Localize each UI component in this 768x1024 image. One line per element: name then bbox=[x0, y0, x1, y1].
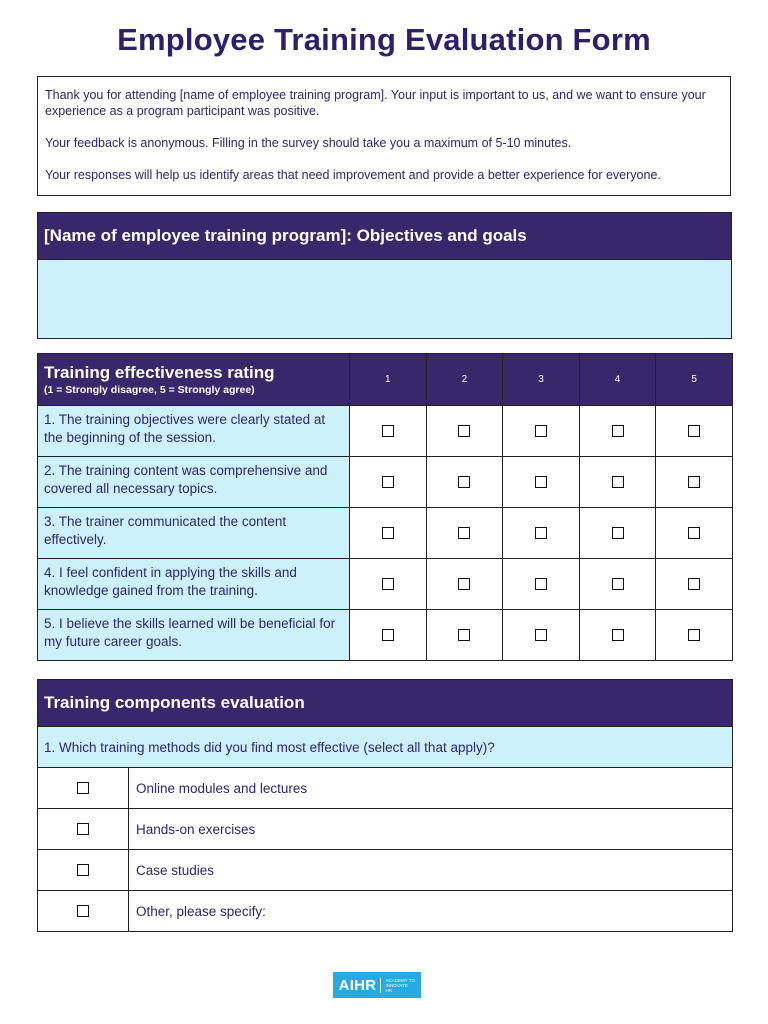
option-label: Online modules and lectures bbox=[129, 768, 733, 809]
scale-5: 5 bbox=[656, 354, 733, 406]
components-header-row bbox=[38, 680, 733, 727]
page-title: Employee Training Evaluation Form bbox=[117, 22, 651, 57]
rating-checkbox-q1-5[interactable] bbox=[688, 425, 700, 437]
list-item bbox=[38, 850, 733, 891]
rating-checkbox-q5-5[interactable] bbox=[688, 629, 700, 641]
scale-1: 1 bbox=[350, 354, 427, 406]
rating-checkbox-q3-5[interactable] bbox=[688, 527, 700, 539]
option-checkbox-online[interactable] bbox=[77, 782, 89, 794]
list-item bbox=[38, 891, 733, 932]
intro-paragraph: Your feedback is anonymous. Filling in the survey should take you a maximum of 5-10 minutes. bbox=[45, 136, 572, 150]
rating-header-row bbox=[38, 354, 733, 406]
intro-paragraph: Thank you for attending [name of employee training program]. Your input is important to us, and we want to ensure your experience as a program participant was positive. bbox=[45, 88, 706, 118]
table-row bbox=[38, 457, 733, 508]
rating-checkbox-q5-3[interactable] bbox=[535, 629, 547, 641]
rating-checkbox-q4-1[interactable] bbox=[382, 578, 394, 590]
table-row bbox=[38, 559, 733, 610]
rating-checkbox-q3-4[interactable] bbox=[612, 527, 624, 539]
aihr-logo bbox=[333, 972, 421, 998]
rating-checkbox-q3-3[interactable] bbox=[535, 527, 547, 539]
rating-checkbox-q2-2[interactable] bbox=[458, 476, 470, 488]
objectives-heading: [Name of employee training program]: Objectives and goals bbox=[38, 213, 731, 260]
scale-3: 3 bbox=[503, 354, 580, 406]
scale-2: 2 bbox=[426, 354, 503, 406]
table-row bbox=[38, 406, 733, 457]
rating-question: 3. The trainer communicated the content effectively. bbox=[38, 508, 350, 559]
rating-checkbox-q1-3[interactable] bbox=[535, 425, 547, 437]
option-label: Case studies bbox=[129, 850, 733, 891]
components-question: 1. Which training methods did you find most effective (select all that apply)? bbox=[38, 727, 733, 768]
rating-checkbox-q5-1[interactable] bbox=[382, 629, 394, 641]
logo-tagline: ACADEMY TO INNOVATE HR bbox=[385, 977, 415, 993]
rating-checkbox-q1-1[interactable] bbox=[382, 425, 394, 437]
rating-checkbox-q5-4[interactable] bbox=[612, 629, 624, 641]
rating-checkbox-q5-2[interactable] bbox=[458, 629, 470, 641]
rating-table bbox=[37, 353, 733, 661]
option-checkbox-hands-on[interactable] bbox=[77, 823, 89, 835]
list-item bbox=[38, 768, 733, 809]
rating-checkbox-q4-4[interactable] bbox=[612, 578, 624, 590]
rating-checkbox-q3-2[interactable] bbox=[458, 527, 470, 539]
scale-4: 4 bbox=[579, 354, 656, 406]
logo-wordmark: AIHR bbox=[338, 976, 377, 994]
rating-checkbox-q1-2[interactable] bbox=[458, 425, 470, 437]
table-row bbox=[38, 610, 733, 661]
rating-heading-cell bbox=[38, 354, 350, 406]
rating-question: 4. I feel confident in applying the skills and knowledge gained from the training. bbox=[38, 559, 350, 610]
intro-box bbox=[37, 76, 731, 196]
table-row bbox=[38, 508, 733, 559]
option-checkbox-other[interactable] bbox=[77, 905, 89, 917]
components-heading: Training components evaluation bbox=[38, 680, 733, 727]
rating-scale-note: (1 = Strongly disagree, 5 = Strongly agree) bbox=[44, 384, 255, 396]
logo-divider bbox=[380, 978, 381, 993]
option-label: Hands-on exercises bbox=[129, 809, 733, 850]
rating-checkbox-q4-3[interactable] bbox=[535, 578, 547, 590]
rating-checkbox-q2-3[interactable] bbox=[535, 476, 547, 488]
rating-question: 2. The training content was comprehensive and covered all necessary topics. bbox=[38, 457, 350, 508]
rating-checkbox-q4-5[interactable] bbox=[688, 578, 700, 590]
objectives-section bbox=[37, 212, 732, 339]
rating-question: 5. I believe the skills learned will be beneficial for my future career goals. bbox=[38, 610, 350, 661]
components-table bbox=[37, 679, 733, 932]
rating-heading: Training effectiveness rating bbox=[44, 363, 275, 382]
components-question-row bbox=[38, 727, 733, 768]
rating-checkbox-q2-1[interactable] bbox=[382, 476, 394, 488]
rating-checkbox-q2-4[interactable] bbox=[612, 476, 624, 488]
rating-question: 1. The training objectives were clearly stated at the beginning of the session. bbox=[38, 406, 350, 457]
rating-checkbox-q4-2[interactable] bbox=[458, 578, 470, 590]
list-item bbox=[38, 809, 733, 850]
rating-checkbox-q1-4[interactable] bbox=[612, 425, 624, 437]
rating-checkbox-q2-5[interactable] bbox=[688, 476, 700, 488]
intro-paragraph: Your responses will help us identify areas that need improvement and provide a better experience for everyone. bbox=[45, 168, 661, 182]
option-checkbox-case-studies[interactable] bbox=[77, 864, 89, 876]
objectives-input-area[interactable] bbox=[38, 260, 731, 338]
rating-checkbox-q3-1[interactable] bbox=[382, 527, 394, 539]
option-label: Other, please specify: bbox=[129, 891, 733, 932]
